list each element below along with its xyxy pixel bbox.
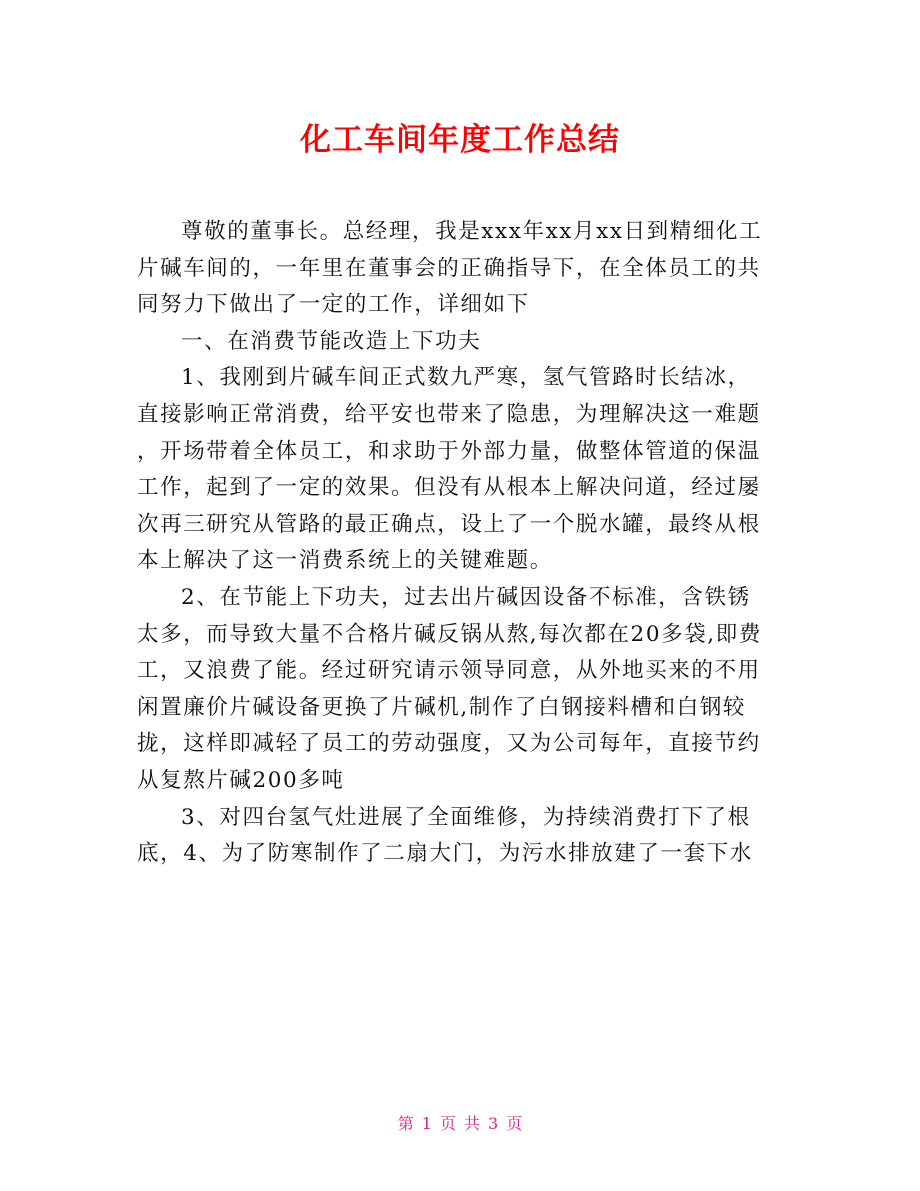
body-line: 直接影响正常消费，给平安也带来了隐患，为理解决这一难题: [137, 401, 761, 427]
body-line: 闲置廉价片碱设备更换了片碱机,制作了白钢接料槽和白钢较: [137, 694, 747, 720]
body-line: 2、在节能上下功夫，过去出片碱因设备不标准，含铁锈: [181, 584, 751, 610]
footer-total-prefix: 共: [464, 1114, 481, 1133]
footer-prefix: 第: [397, 1114, 414, 1133]
page-number-footer: [0, 1111, 920, 1134]
body-line: 同努力下做出了一定的工作，详细如下: [137, 292, 530, 318]
section-heading: 一、在消费节能改造上下功夫: [181, 328, 482, 354]
body-line: 太多，而导致大量不合格片碱反锅从熬,每次都在20多袋,即费: [137, 621, 762, 647]
body-line: 1、我刚到片碱车间正式数九严寒，氢气管路时长结冰，: [181, 365, 751, 391]
document-title: 化工车间年度工作总结: [300, 122, 620, 158]
footer-page-word: 页: [439, 1114, 456, 1133]
body-line: 片碱车间的，一年里在董事会的正确指导下，在全体员工的共: [137, 255, 761, 281]
body-line: 3、对四台氢气灶进展了全面维修，为持续消费打下了根: [181, 804, 751, 830]
body-line: 尊敬的董事长。总经理，我是xxx年xx月xx日到精细化工: [181, 219, 763, 244]
body-line: 拢，这样即减轻了员工的劳动强度，又为公司每年，直接节约: [137, 731, 761, 757]
body-line: 工，又浪费了能。经过研究请示领导同意，从外地买来的不用: [137, 658, 761, 684]
footer-suffix: 页: [506, 1114, 523, 1133]
document-body: [137, 214, 785, 873]
body-line: ，开场带着全体员工，和求助于外部力量，做整体管道的保温: [137, 438, 761, 464]
body-line: 次再三研究从管路的最正确点，设上了一个脱水罐，最终从根: [137, 511, 761, 537]
body-line: 底，4、为了防寒制作了二扇大门，为污水排放建了一套下水: [137, 841, 753, 867]
current-page-number: 1: [421, 1114, 432, 1133]
total-pages-number: 3: [488, 1114, 499, 1133]
body-line: 本上解决了这一消费系统上的关键难题。: [137, 548, 553, 574]
body-line: 从复熬片碱200多吨: [137, 767, 345, 793]
body-line: 工作，起到了一定的效果。但没有从根本上解决问道，经过屡: [137, 475, 761, 501]
